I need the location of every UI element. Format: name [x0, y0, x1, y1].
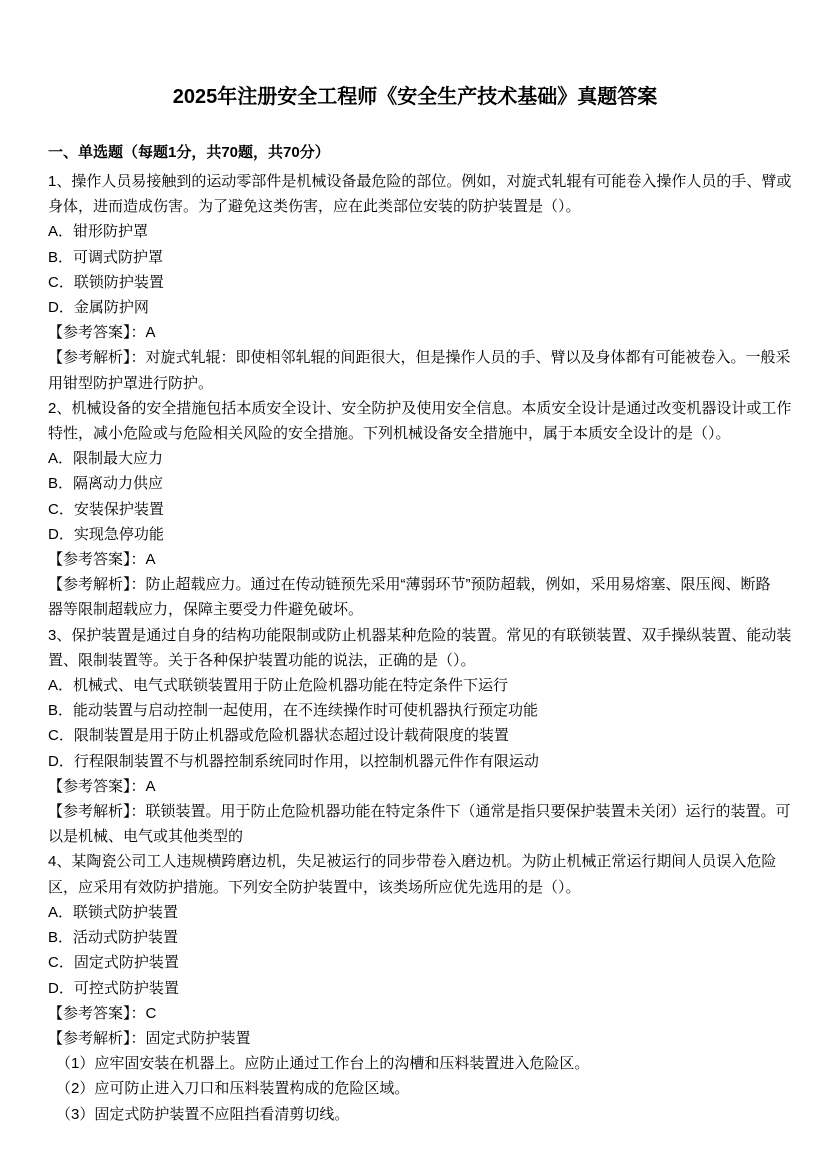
question-1-option-b: B．可调式防护罩	[48, 248, 164, 266]
question-1-option-c: C．联锁防护装置	[48, 273, 164, 291]
section-heading: 一、单选题（每题1分，共70题，共70分）	[48, 144, 330, 161]
question-2-analysis-line-2: 器等限制超载应力，保障主要受力件避免破坏。	[48, 601, 364, 619]
question-2-option-b: B．隔离动力供应	[48, 475, 164, 493]
question-3-stem-line-1: 3、保护装置是通过自身的结构功能限制或防止机器某种危险的装置。常见的有联锁装置、双手操纵装置、能动装	[48, 626, 792, 644]
question-3-option-a: A．机械式、电气式联锁装置用于防止危险机器功能在特定条件下运行	[48, 677, 509, 695]
question-4-stem-line-1: 4、某陶瓷公司工人违规横跨磨边机，失足被运行的同步带卷入磨边机。为防止机械正常运行期间人员误入危险	[48, 853, 777, 871]
question-2-option-d: D．实现急停功能	[48, 525, 164, 543]
question-1-stem-line-2: 身体，进而造成伤害。为了避免这类伤害，应在此类部位安装的防护装置是（）。	[48, 198, 581, 216]
question-4-analysis-point-3: （3）固定式防护装置不应阻挡看清剪切线。	[56, 1105, 350, 1123]
question-1-analysis-line-2: 用钳型防护罩进行防护。	[48, 374, 214, 392]
question-4	[48, 849, 782, 1126]
question-1-option-a: A．钳形防护罩	[48, 223, 149, 241]
question-3-analysis-line-2: 以是机械、电气或其他类型的	[48, 828, 244, 846]
question-1	[48, 169, 792, 396]
question-4-analysis-point-2: （2）应可防止进入刀口和压料装置构成的危险区域。	[56, 1080, 410, 1098]
question-1-analysis-line-1: 【参考解析】：对旋式轧辊：即使相邻轧辊的间距很大，但是操作人员的手、臂以及身体都有可能被卷入。一般采	[48, 349, 791, 367]
question-1-option-d: D．金属防护网	[48, 299, 149, 317]
question-4-option-a: A．联锁式防护装置	[48, 903, 179, 921]
question-2-stem-line-1: 2、机械设备的安全措施包括本质安全设计、安全防护及使用安全信息。本质安全设计是通过改变机器设计或工作	[48, 399, 792, 417]
question-3-option-b: B．能动装置与启动控制一起使用，在不连续操作时可使机器执行预定功能	[48, 702, 539, 720]
question-2-answer-line: 【参考答案】：A	[48, 551, 156, 569]
question-4-analysis-point-1: （1）应牢固安装在机器上。应防止通过工作台上的沟槽和压料装置进入危险区。	[56, 1055, 590, 1073]
question-1-answer-line: 【参考答案】：A	[48, 324, 156, 342]
question-4-option-b: B．活动式防护装置	[48, 929, 179, 947]
question-4-option-c: C．固定式防护装置	[48, 954, 179, 972]
question-2-option-a: A．限制最大应力	[48, 450, 164, 468]
question-4-answer-line: 【参考答案】：C	[48, 1004, 157, 1022]
question-3-option-c: C．限制装置是用于防止机器或危险机器状态超过设计载荷限度的装置	[48, 727, 509, 745]
question-3-stem-line-2: 置、限制装置等。关于各种保护装置功能的说法，正确的是（）。	[48, 651, 476, 669]
question-3	[48, 623, 792, 850]
question-4-stem-line-2: 区，应采用有效防护措施。下列安全防护装置中，该类场所应优先选用的是（）。	[48, 878, 581, 896]
question-2	[48, 396, 792, 623]
question-2-option-c: C．安装保护装置	[48, 500, 164, 518]
question-4-option-d: D．可控式防护装置	[48, 979, 179, 997]
question-2-analysis-line-1: 【参考解析】：防止超载应力。通过在传动链预先采用“薄弱环节”预防超载，例如，采用易熔塞、限压阀、断路	[48, 576, 771, 594]
question-3-option-d: D．行程限制装置不与机器控制系统同时作用，以控制机器元件作有限运动	[48, 752, 539, 770]
question-3-analysis-line-1: 【参考解析】：联锁装置。用于防止危险机器功能在特定条件下（通常是指只要保护装置未关闭）运行的装置。可	[48, 803, 791, 821]
question-2-stem-line-2: 特性，减小危险或与危险相关风险的安全措施。下列机械设备安全措施中，属于本质安全设计的是（）。	[48, 425, 731, 443]
question-3-answer-line: 【参考答案】：A	[48, 777, 156, 795]
question-4-analysis-line-1: 【参考解析】：固定式防护装置	[48, 1029, 251, 1047]
page-title: 2025年注册安全工程师《安全生产技术基础》真题答案	[172, 86, 658, 108]
question-1-stem-line-1: 1、操作人员易接触到的运动零部件是机械设备最危险的部位。例如，对旋式轧辊有可能卷入操作人员的手、臂或	[48, 173, 792, 190]
